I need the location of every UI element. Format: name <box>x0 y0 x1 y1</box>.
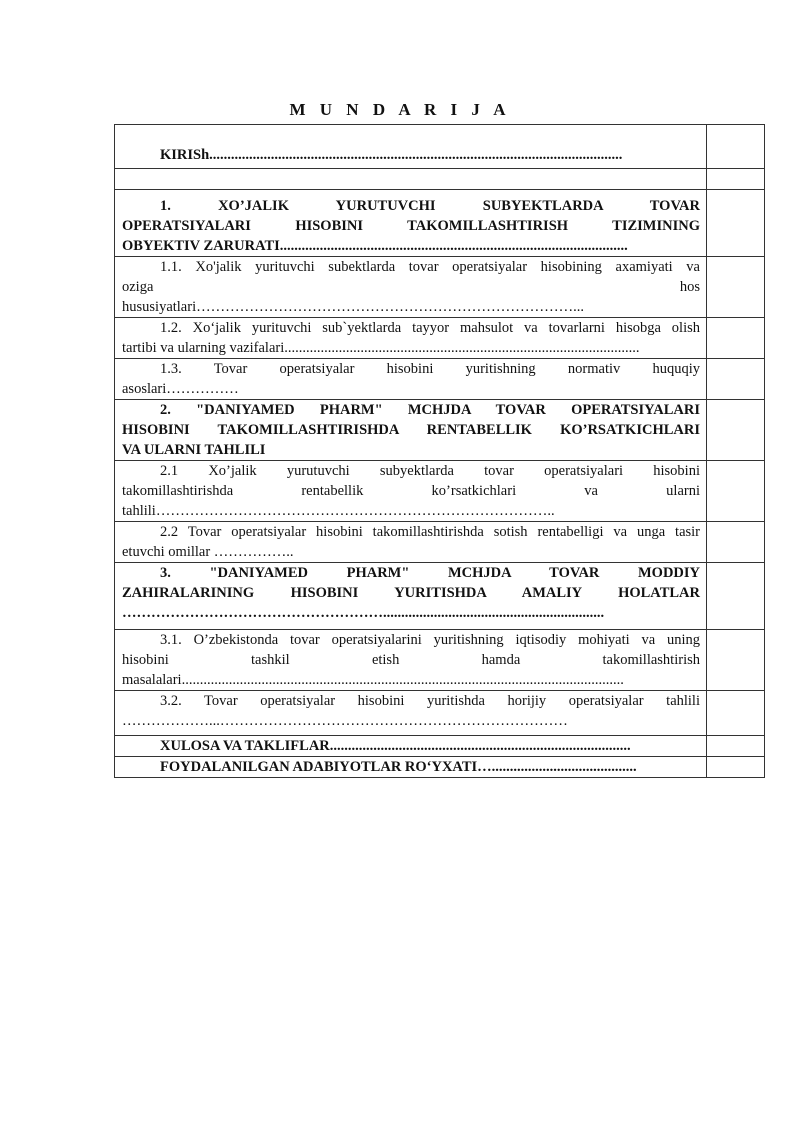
toc-line: 2.2 Tovar operatsiyalar hisobini takomillashtirishda sotish rentabelligi va unga tasir <box>160 524 700 540</box>
toc-entry <box>115 691 707 736</box>
toc-row-section-2-1 <box>115 461 765 522</box>
toc-entry <box>115 757 707 778</box>
toc-line: 1.1. Xo'jalik yurituvchi subektlarda tovar operatsiyalar hisobining axamiyati va <box>160 259 700 275</box>
page-number-cell <box>707 691 765 736</box>
page-number-cell <box>707 318 765 359</box>
toc-line: ZAHIRALARINING HISOBINI YURITISHDA AMALIY HOLATLAR <box>122 585 700 601</box>
toc-row-section-3-1 <box>115 630 765 691</box>
toc-row-chapter-2 <box>115 400 765 461</box>
toc-entry <box>115 190 707 257</box>
page-number-cell <box>707 522 765 563</box>
toc-line: ………………...……………………………………………………………… <box>122 713 568 729</box>
toc-entry <box>115 257 707 318</box>
toc-row-references <box>115 757 765 778</box>
toc-line: OPERATSIYALARI HISOBINI TAKOMILLASHTIRISH TIZIMINING <box>122 218 700 234</box>
toc-line: masalalari.......................................................................................................................... <box>122 672 624 688</box>
toc-line: HISOBINI TAKOMILLASHTIRISHDA RENTABELLIK KO’RSATKICHLARI <box>122 422 700 438</box>
toc-row-section-3-2 <box>115 691 765 736</box>
toc-entry <box>115 563 707 630</box>
toc-line: KIRISh.................................................................................................................. <box>160 147 623 163</box>
toc-line: VA ULARNI TAHLILI <box>122 442 266 458</box>
page-number-cell <box>707 630 765 691</box>
toc-line: tahlili……………………………………………………………………….. <box>122 503 555 519</box>
toc-line: hisobini tashkil etish hamda takomillashtirish <box>122 652 700 668</box>
toc-line: tartibi va ularning vazifalari.................................................................................................. <box>122 340 640 356</box>
page-number-cell <box>707 461 765 522</box>
page-number-cell <box>707 736 765 757</box>
toc-line: 3.2. Tovar operatsiyalar hisobini yuritishda horijiy operatsiyalar tahlili <box>160 693 700 709</box>
toc-line: 1. XO’JALIK YURUTUVCHI SUBYEKTLARDA TOVAR <box>160 198 700 214</box>
page-number-cell <box>707 169 765 190</box>
toc-line: OBYEKTIV ZARURATI................................................................................................ <box>122 238 628 254</box>
page-number-cell <box>707 563 765 630</box>
toc-entry <box>115 125 707 169</box>
page-number-cell <box>707 125 765 169</box>
toc-line: 1.2. Xo‘jalik yurituvchi sub`yektlarda tayyor mahsulot va tovarlarni hisobga olish <box>160 320 700 336</box>
toc-entry <box>115 522 707 563</box>
toc-entry <box>115 736 707 757</box>
toc-entry <box>115 461 707 522</box>
toc-row-section-1-2 <box>115 318 765 359</box>
page-number-cell <box>707 400 765 461</box>
toc-line: FOYDALANILGAN ADABIYOTLAR RO‘YXATI…........................................ <box>160 759 637 775</box>
toc-line: 3. "DANIYAMED PHARM" MCHJDA TOVAR MODDIY <box>160 565 700 581</box>
toc-line <box>122 169 700 189</box>
toc-row-chapter-1 <box>115 190 765 257</box>
table-of-contents <box>114 124 765 778</box>
toc-row-conclusion <box>115 736 765 757</box>
toc-line: 2.1 Xo’jalik yurutuvchi subyektlarda tovar operatsiyalari hisobini <box>160 463 700 479</box>
toc-line: asoslari…………… <box>122 381 239 397</box>
toc-line: 2. "DANIYAMED PHARM" MCHJDA TOVAR OPERATSIYALARI <box>160 402 700 418</box>
page-number-cell <box>707 757 765 778</box>
toc-entry <box>115 359 707 400</box>
toc-line: 1.3. Tovar operatsiyalar hisobini yuritishning normativ huquqiy <box>160 361 700 377</box>
toc-line: oziga hos <box>122 279 700 295</box>
toc-row-section-2-2 <box>115 522 765 563</box>
page-number-cell <box>707 190 765 257</box>
page-title: M U N D A R I J A <box>289 100 511 119</box>
toc-row-chapter-3 <box>115 563 765 630</box>
page-number-cell <box>707 257 765 318</box>
toc-entry <box>115 169 707 190</box>
toc-row-section-1-1 <box>115 257 765 318</box>
page-number-cell <box>707 359 765 400</box>
toc-row-section-1-3 <box>115 359 765 400</box>
toc-row-intro <box>115 125 765 169</box>
toc-line: etuvchi omillar …………….. <box>122 544 294 560</box>
toc-entry <box>115 630 707 691</box>
toc-line: takomillashtirishda rentabellik ko’rsatkichlari va ularni <box>122 483 700 499</box>
toc-line: 3.1. O’zbekistonda tovar operatsiyalarini yuritishning iqtisodiy mohiyati va uning <box>160 632 700 648</box>
toc-entry <box>115 318 707 359</box>
toc-row-empty <box>115 169 765 190</box>
toc-entry <box>115 400 707 461</box>
toc-line: hususiyatlari……………………………………………………………………... <box>122 299 584 315</box>
toc-line: ………………………………………………............................................................. <box>122 605 605 621</box>
toc-line: XULOSA VA TAKLIFLAR................................................................................... <box>160 738 631 754</box>
